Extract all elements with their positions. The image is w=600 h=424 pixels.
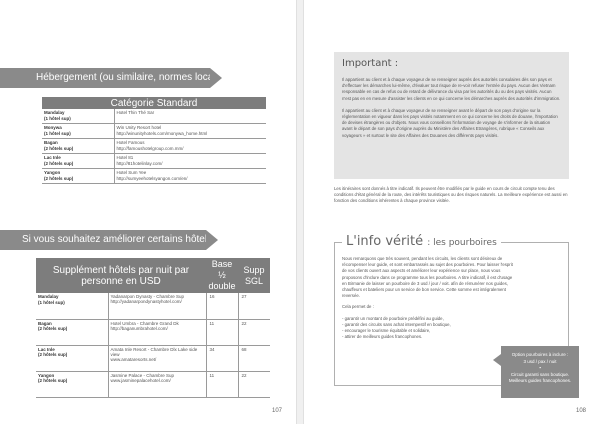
hotel-cell <box>108 345 206 371</box>
standard-category-header: Catégorie Standard <box>42 97 266 109</box>
hotel-name: Hotel Sum Yee <box>116 170 147 175</box>
table-row <box>42 154 266 169</box>
city-cell <box>36 293 108 319</box>
table-row <box>36 345 270 371</box>
accommodation-banner: Hébergement (ou similaire, normes locales) <box>0 68 210 88</box>
page-number-right: 108 <box>575 408 586 414</box>
half-double-header: Base ½ double <box>206 258 238 293</box>
hotel-name: Hotel Thin Thé Sar <box>116 110 155 115</box>
tips-callout <box>501 346 579 398</box>
tips-paragraph: Nous remarquons que très souvent, pendant les circuits, les clients sont désireux de récompenser leur guide, et sont embarrassés au sujet des pourboires. Pour laisser l'esprit de vos clients ouvert aux aspects et améliorer leur expérience sur place, nous vous proposons d'inclure dans ce programme tous les pourboires. A titre indicatif, il est d'usage en Birmanie de laisser un pourboire de 3 usd / jour / voit. afin de rémunérer nos guides, chauffeurs et bateliers pour un service de bon service. Cette somme est intégralement reversée. <box>342 256 513 299</box>
upgrade-banner: Si vous souhaitez améliorer certains hôtels : <box>0 230 206 250</box>
city-cell <box>42 169 114 184</box>
city-sub: (2 hôtels sup) <box>44 161 74 166</box>
half-double-value: 16 <box>206 293 238 319</box>
upgrade-hotel-table <box>36 258 270 398</box>
callout-separator: ▪ <box>539 365 541 370</box>
tips-intro: Cela permet de : <box>342 304 374 310</box>
hotel-cell <box>114 109 266 124</box>
hotel-url: http://winunityhotels.com/monywa_home.html <box>116 131 208 136</box>
hotel-name: Hotel Umbra - Chambre Grand Dk <box>110 320 179 326</box>
important-title: Important : <box>342 58 399 69</box>
city-sub: (2 hôtels sup) <box>38 378 68 383</box>
single-supplement-header: Supp SGL <box>238 258 270 293</box>
callout-line: Circuit garanti sans boutique. <box>510 371 570 377</box>
hotel-cell <box>108 319 206 345</box>
city-name: Bagan <box>38 320 52 326</box>
supplement-header: Supplément hôtels par nuit par personne en USD <box>36 258 206 293</box>
city-cell <box>42 154 114 169</box>
important-box <box>334 52 569 179</box>
hotel-url: http://yadanarpondynastyhotel.com/ <box>110 299 182 304</box>
city-name: Lac Inle <box>44 155 61 160</box>
city-cell <box>36 319 108 345</box>
single-supplement-value: 22 <box>238 319 270 345</box>
hotel-url: http://81hotelinlay.com/ <box>116 161 163 166</box>
important-paragraph-2: Il appartient au client et à chaque voyageur de se renseigner avant le départ de son pays d'origine sur la réglementation en vigueur dans les pays visités notamment en ce qui concerne les droits de douane, l'importation de devises étrangères ou d'objets. Nous vous conseillons l'information de voyage de s'informer de la situation avant le départ de son pays d'origine auprès du Ministère des Affaires Etrangères, rubrique « Conseils aux voyageurs » et surtout le site des Affaires des Douanes des différents pays visités. <box>342 107 558 138</box>
callout-line: Meilleurs guides francophones. <box>508 378 572 383</box>
important-paragraph-1: Il appartient au client et à chaque voyageur de se renseigner auprès des autorités consulaires dès son pays et d'effectuer les démarches lui-même, d'évaluer tout risque de re-voir refuser l'entrée du pays. Aucun des Vietnam responsable en cas de refus ou de retard de délivrance du visa par les autorités du ou des pays visités. Aucun n'est pas en en mesure d'assister les clients en ce qui concerne les démarches auprès des autorités d'immigration. <box>342 77 561 101</box>
city-name: Mandalay <box>38 294 59 299</box>
table-row <box>36 293 270 319</box>
table-row <box>36 371 270 397</box>
hotel-url: http://sumyeehotelsyangon.com/en/ <box>116 176 188 181</box>
table-row <box>42 169 266 184</box>
city-sub: (2 hôtels sup) <box>38 326 68 331</box>
left-page <box>0 0 297 424</box>
tips-bullet: - attirer de meilleurs guides francophones. <box>342 334 423 340</box>
city-cell <box>42 124 114 139</box>
city-cell <box>36 345 108 371</box>
hotel-url: http://baganumbrahotel.com/ <box>110 325 168 331</box>
city-cell <box>42 139 114 154</box>
half-double-value: 11 <box>206 319 238 345</box>
hotel-name: Win Unity Resort hotel <box>116 125 162 130</box>
hotel-name: Hotel Famous <box>116 140 145 145</box>
city-name: Bagan <box>44 140 58 145</box>
table-row <box>42 109 266 124</box>
city-name: Mandalay <box>44 110 65 115</box>
city-sub: (1 hôtel sup) <box>44 131 71 136</box>
hotel-cell <box>108 371 206 397</box>
half-double-value: 11 <box>206 371 238 397</box>
itinerary-note: Les itinéraires sont donnés à titre indicatif. Ils peuvent être modifiés par le guide en cours de circuit compte tenu des conditions d'état général de la route, des intérêts touristiques ou des risques naturels. La meilleure expérience est aussi en fonction des conditions inhérentes à chaque province visitée. <box>334 186 568 204</box>
table-row <box>42 124 266 139</box>
city-sub: (2 hôtels sup) <box>44 146 74 151</box>
hotel-cell <box>108 293 206 319</box>
hotel-name: Amata Inle Resort - Chambre Dlx Lake side view <box>110 346 198 357</box>
table-row <box>36 319 270 345</box>
tips-title-main: L'info vérité <box>346 234 424 249</box>
callout-line: 3 usd / pax / nuit <box>523 358 557 364</box>
tips-body <box>342 256 517 340</box>
city-cell <box>36 371 108 397</box>
city-sub: (2 hôtels sup) <box>44 176 74 181</box>
tips-bullet: - encourager le tourisme équitable et solidaire, <box>342 328 431 334</box>
half-double-value: 34 <box>206 345 238 371</box>
hotel-url: www.amataresorts.net/ <box>110 356 157 362</box>
table-row <box>42 139 266 154</box>
single-supplement-value: 22 <box>238 371 270 397</box>
hotel-cell <box>114 169 266 184</box>
city-name: Yangon <box>38 372 55 378</box>
tips-title-sub: : les pourboires <box>427 238 497 248</box>
hotel-name: Hotel 81 <box>116 155 134 160</box>
city-name: Lac Inle <box>38 346 55 352</box>
page-number-left: 107 <box>271 408 282 414</box>
tips-bullet: - garantir un montant de pourboire prédéfini au guide, <box>342 315 444 321</box>
city-sub: (2 hôtels sup) <box>38 352 68 357</box>
city-sub: (1 hôtel sup) <box>44 116 71 121</box>
right-page <box>303 0 600 424</box>
city-sub: (1 hôtel sup) <box>38 299 65 305</box>
tips-title <box>342 234 501 249</box>
hotel-name: Jasmine Palace - Chambre Sup <box>110 372 175 378</box>
standard-hotel-table <box>42 97 266 184</box>
tips-section <box>334 234 572 386</box>
hotel-cell <box>114 154 266 169</box>
city-name: Monywa <box>44 125 62 130</box>
single-supplement-value: 27 <box>238 293 270 319</box>
hotel-cell <box>114 139 266 154</box>
hotel-url: http://famoushotelgroup.com.mm/ <box>116 146 184 151</box>
single-supplement-value: 68 <box>238 345 270 371</box>
callout-line: Option pourboires à inclure : <box>511 352 569 357</box>
hotel-url: www.jasminepalacehotel.com/ <box>110 377 171 383</box>
city-cell <box>42 109 114 124</box>
city-name: Yangon <box>44 170 61 175</box>
hotel-cell <box>114 124 266 139</box>
tips-bullet: - garantir des circuits sans achat intempestif en boutique, <box>342 321 451 327</box>
hotel-name: Yadanarpon Dynasty - Chambre Sup <box>110 294 184 299</box>
